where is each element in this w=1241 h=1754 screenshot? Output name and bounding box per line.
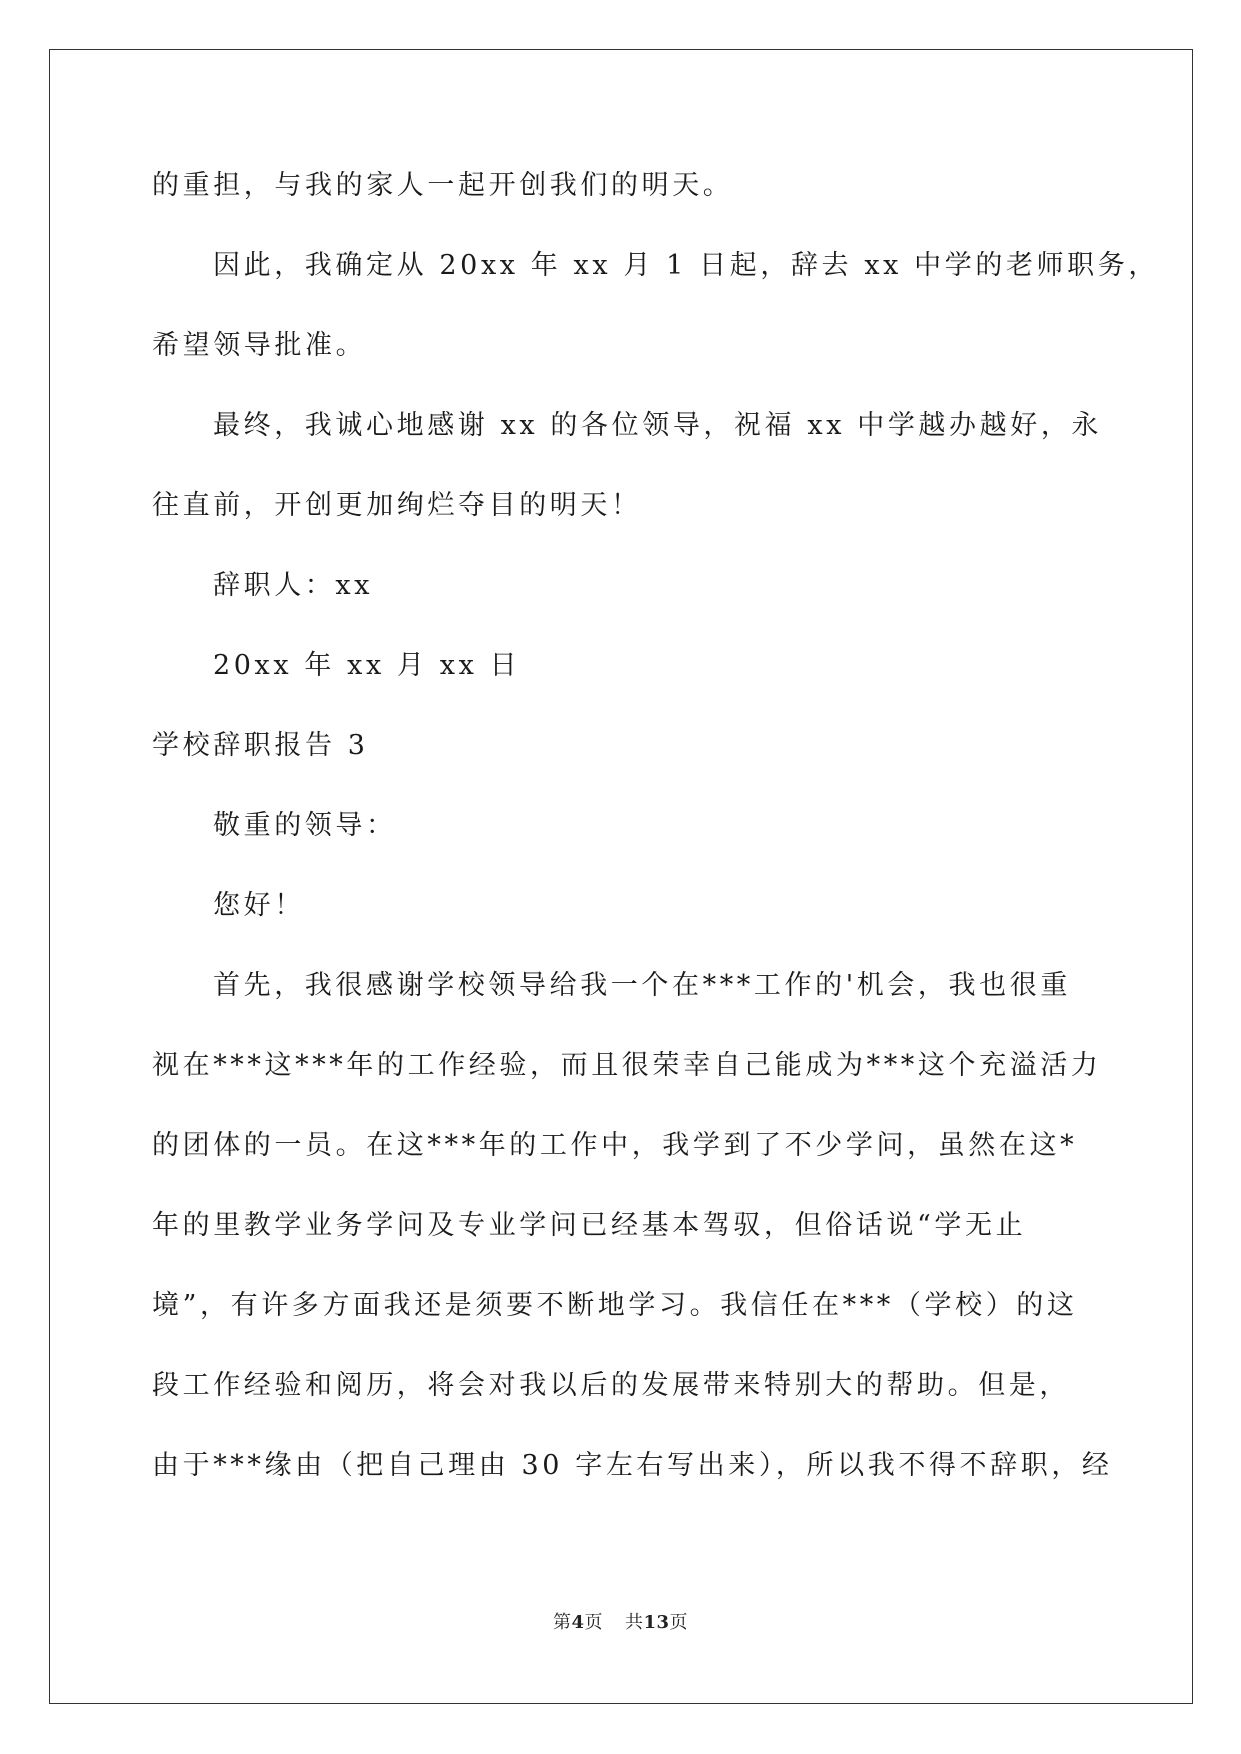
page-total: 13 [643,1612,670,1633]
page-footer [0,1612,1241,1634]
body-line: 由于***缘由（把自己理由 30 字左右写出来），所以我不得不辞职，经 [152,1450,1113,1481]
greeting: 您好！ [213,890,305,921]
signature-line: 辞职人：xx [213,570,374,601]
body-line: 希望领导批准。 [152,330,367,361]
date-line: 20xx 年 xx 月 xx 日 [213,650,521,681]
body-line: 往直前，开创更加绚烂夺目的明天！ [152,490,642,521]
salutation: 敬重的领导： [213,810,397,841]
page-prefix: 第 [552,1612,572,1633]
page-suffix: 页 [584,1612,603,1633]
body-line: 段工作经验和阅历，将会对我以后的发展带来特别大的帮助。但是， [152,1370,1070,1401]
section-title: 学校辞职报告 3 [152,730,369,761]
body-line: 境”，有许多方面我还是须要不断地学习。我信任在***（学校）的这 [152,1290,1078,1321]
body-line: 因此，我确定从 20xx 年 xx 月 1 日起，辞去 xx 中学的老师职务， [213,250,1159,281]
body-line: 首先，我很感谢学校领导给我一个在***工作的'机会，我也很重 [213,970,1071,1001]
body-line: 的团体的一员。在这***年的工作中，我学到了不少学问，虽然在这* [152,1130,1078,1161]
total-suffix: 页 [669,1612,689,1633]
page-current: 4 [571,1612,585,1633]
total-prefix: 共 [624,1612,644,1633]
body-line: 最终，我诚心地感谢 xx 的各位领导，祝福 xx 中学越办越好，永 [213,410,1103,441]
body-line: 的重担，与我的家人一起开创我们的明天。 [152,170,734,201]
body-line: 年的里教学业务学问及专业学问已经基本驾驭，但俗话说“学无止 [152,1210,1027,1241]
body-line: 视在***这***年的工作经验，而且很荣幸自己能成为***这个充溢活力 [152,1050,1102,1081]
